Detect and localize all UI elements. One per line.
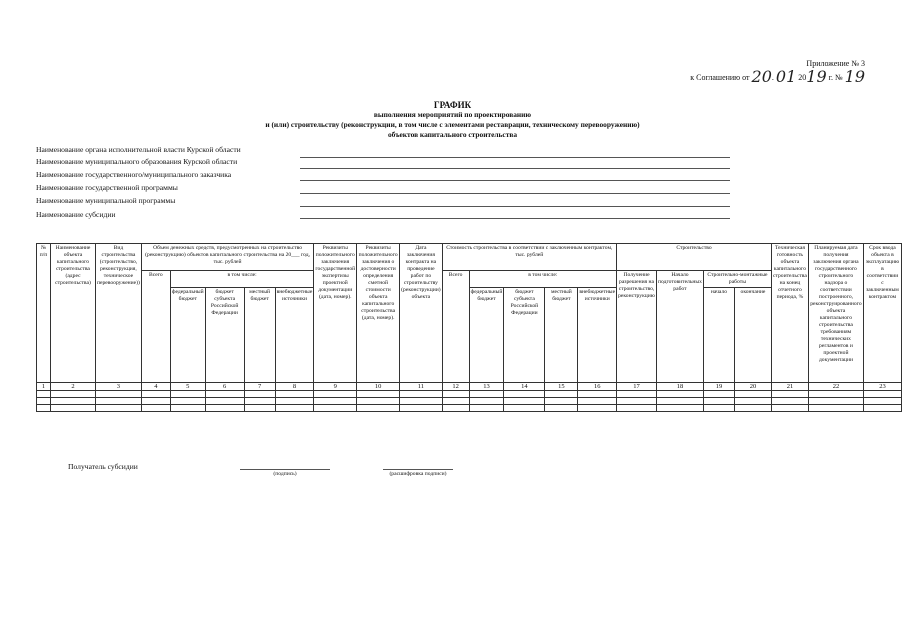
field-line	[300, 218, 730, 219]
column-number: 15	[545, 383, 578, 391]
column-number: 20	[734, 383, 771, 391]
col-header: Получение разрешения на строительство, реконструкцию	[617, 271, 657, 383]
col-header: в том числе:	[170, 271, 313, 288]
field-executive-body: Наименование органа исполнительной власти Курской области	[36, 145, 241, 154]
field-line	[300, 193, 730, 194]
handwritten-year: 19	[806, 67, 827, 86]
handwritten-month: 01	[775, 67, 797, 86]
column-number: 6	[205, 383, 244, 391]
table-row	[37, 405, 902, 412]
column-number: 8	[275, 383, 314, 391]
column-number: 17	[617, 383, 657, 391]
col-header: Вид строительства (строительство, реконструкция, техническое перевооружение))	[96, 244, 142, 383]
col-header: бюджет субъекта Российской Федерации	[205, 288, 244, 383]
table-header-row	[37, 244, 902, 271]
title-line-3: и (или) строительству (реконструкции, в том числе с элементами реставрации, техническому перевооружению)	[265, 120, 640, 129]
column-number-row	[37, 383, 902, 391]
col-header: Наименование объекта капитального строительства (адрес строительства)	[51, 244, 96, 383]
col-header: Дата заключения контракта на проведение работ по строительству (реконструкции) объекта	[400, 244, 442, 383]
name-caption: (расшифровка подписи)	[389, 471, 447, 477]
table-row	[37, 398, 902, 405]
column-number: 22	[808, 383, 863, 391]
title-line-4: объектов капитального строительства	[387, 130, 518, 139]
column-number: 23	[863, 383, 901, 391]
schedule-table	[36, 243, 902, 412]
column-number: 1	[37, 383, 51, 391]
column-number: 7	[244, 383, 275, 391]
col-header: федеральный бюджет	[170, 288, 205, 383]
column-number: 16	[578, 383, 617, 391]
field-state-program: Наименование государственной программы	[36, 183, 178, 192]
field-municipality: Наименование муниципального образования Курской области	[36, 157, 238, 166]
handwritten-day: 20	[751, 67, 772, 86]
field-line	[300, 206, 730, 207]
col-header: Срок ввода объекта в эксплуатацию в соответствии с заключенным контрактом	[863, 244, 901, 383]
col-header: Всего	[141, 271, 170, 383]
appendix-block	[690, 58, 865, 86]
col-header: Объем денежных средств, предусмотренных на строительство (реконструкцию) объектов капитального строительства на 20___ год, тыс. рублей	[141, 244, 313, 271]
column-number: 3	[96, 383, 142, 391]
col-header: внебюджетные источники	[275, 288, 314, 383]
signature-line	[240, 469, 330, 470]
col-header: Техническая готовность объекта капитального строительства на конец отчетного периода, %	[771, 244, 808, 383]
signature-caption: (подпись)	[273, 471, 297, 477]
col-header: Строительно-монтажные работы	[703, 271, 771, 288]
title-line-2: выполнения мероприятий по проектированию	[373, 110, 532, 119]
agreement-ref: к Соглашению от 20. 01 2019 г. № 19	[690, 67, 865, 86]
column-number: 21	[771, 383, 808, 391]
column-number: 2	[51, 383, 96, 391]
col-header: федеральный бюджет	[469, 288, 504, 383]
field-line	[300, 180, 730, 181]
col-header: Всего	[442, 271, 469, 383]
field-line	[300, 168, 730, 169]
recipient-label: Получатель субсидии	[68, 462, 138, 471]
column-number: 4	[141, 383, 170, 391]
field-subsidy: Наименование субсидии	[36, 210, 116, 219]
field-customer: Наименование государственного/муниципального заказчика	[36, 170, 232, 179]
title-main: ГРАФИК	[433, 100, 472, 110]
column-number: 13	[469, 383, 504, 391]
col-header: окончание	[734, 288, 771, 383]
col-header: местный бюджет	[545, 288, 578, 383]
column-number: 14	[504, 383, 545, 391]
column-number: 10	[357, 383, 400, 391]
col-header: в том числе:	[469, 271, 616, 288]
column-number: 18	[656, 383, 703, 391]
column-number: 9	[314, 383, 357, 391]
col-header: Реквизиты положительного заключения государственной экспертизы проектной документации (дата, номер).	[314, 244, 357, 383]
column-number: 12	[442, 383, 469, 391]
col-header: местный бюджет	[244, 288, 275, 383]
col-header: Стоимость строительства в соответствии с заключенным контрактом, тыс. рублей	[442, 244, 616, 271]
name-line	[383, 469, 453, 470]
col-header: начало	[703, 288, 734, 383]
table-row	[37, 391, 902, 398]
col-header: Реквизиты положительного заключения о достоверности определения сметной стоимости объекта капитального строительства (дата, номер).	[357, 244, 400, 383]
col-header: Начало подготовительных работ	[656, 271, 703, 383]
column-number: 11	[400, 383, 442, 391]
col-header: Строительство	[617, 244, 772, 271]
appendix-label: Приложение № 3	[806, 59, 865, 68]
col-header: № п/п	[37, 244, 51, 383]
column-number: 19	[703, 383, 734, 391]
field-line	[300, 157, 730, 158]
column-number: 5	[170, 383, 205, 391]
col-header: бюджет субъекта Российской Федерации	[504, 288, 545, 383]
handwritten-number: 19	[844, 67, 865, 86]
document-title	[0, 100, 905, 140]
col-header: Планируемая дата получения заключения органа государственного строительного надзора о соответствии построенного, реконструированного объекта капитального строительства требованиям технических регламентов и проектной документации	[808, 244, 863, 383]
field-municipal-program: Наименование муниципальной программы	[36, 196, 176, 205]
col-header: внебюджетные источники	[578, 288, 617, 383]
